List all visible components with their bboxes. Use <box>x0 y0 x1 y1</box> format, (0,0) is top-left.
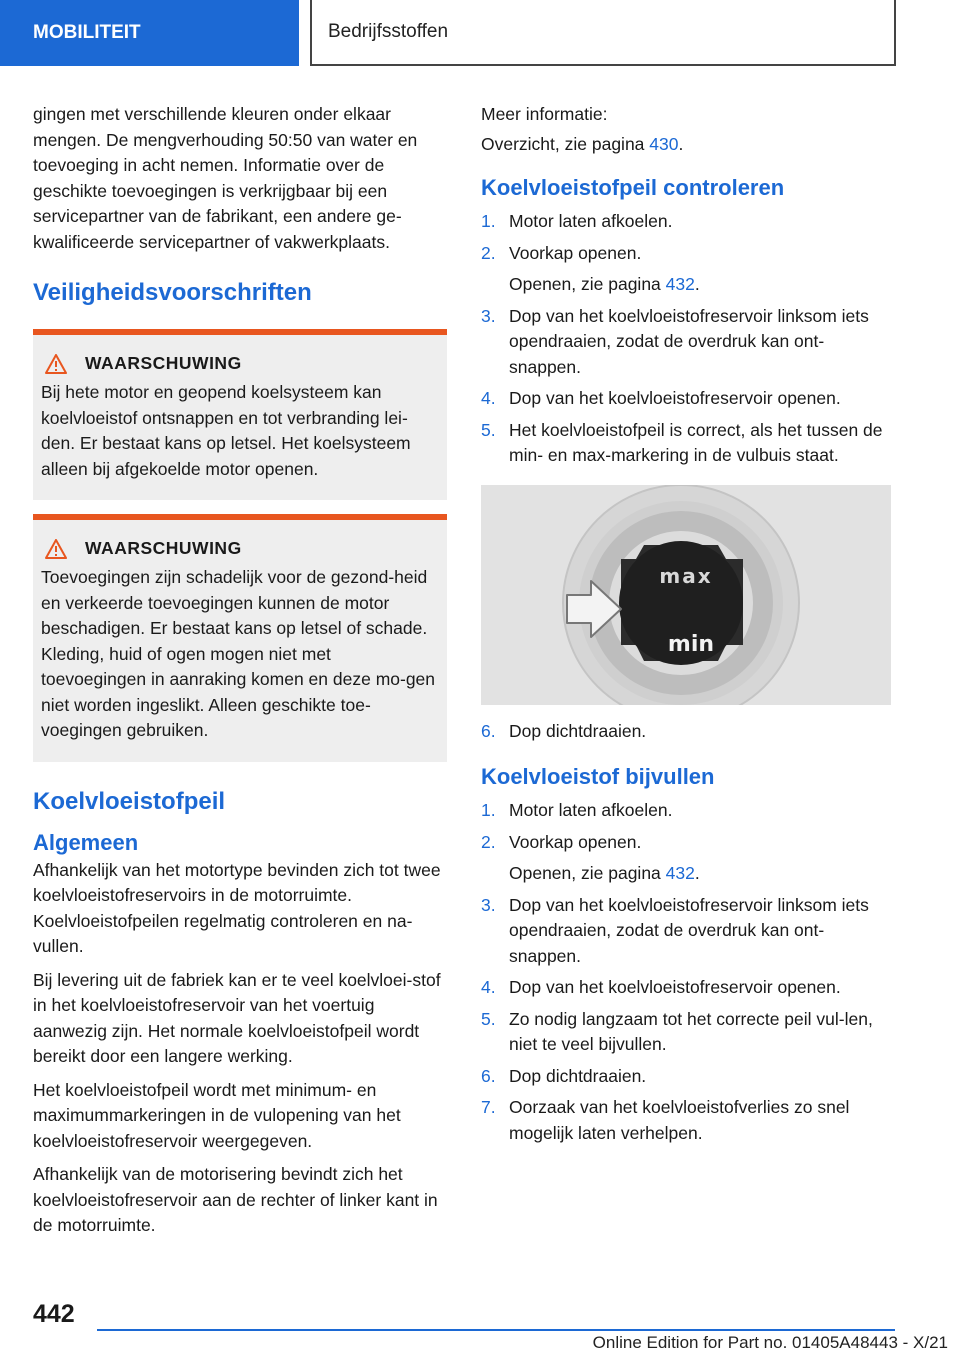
footer-divider <box>97 1329 895 1331</box>
list-item <box>481 1095 891 1146</box>
step-number: 1. <box>481 800 496 820</box>
list-item <box>481 1064 891 1090</box>
step-number: 6. <box>481 720 496 741</box>
warning-label: WAARSCHUWING <box>85 538 242 558</box>
reference-page-link[interactable]: 432 <box>665 863 695 883</box>
step-number: 7. <box>481 1097 496 1117</box>
list-item <box>481 386 891 412</box>
step-number: 5. <box>481 1008 496 1029</box>
step-reference <box>509 272 891 298</box>
step-number: 6. <box>481 1065 496 1086</box>
step-text: Dop van het koelvloeistofreservoir linksom iets opendraaien, zodat de overdruk kan ont‐snappen. <box>509 305 869 377</box>
step-text: Oorzaak van het koelvloeistofverlies zo snel mogelijk laten verhelpen. <box>509 1097 850 1143</box>
step-text: Motor laten afkoelen. <box>509 211 673 231</box>
check-level-heading: Koelvloeistofpeil controleren <box>481 175 785 200</box>
check-steps-list <box>481 209 891 469</box>
reference-suffix: . <box>694 274 700 294</box>
step-number: 3. <box>481 305 496 326</box>
warning-box <box>33 514 447 762</box>
warning-text: Toevoegingen zijn schadelijk voor de gezond‐heid en verkeerde toevoegingen kunnen de motor beschadigen. Er bestaat kans op letsel of schade. Kleding, huid of ogen mogen niet met toevoegingen in aanraking komen en deze mo‐gen niet worden ingeslikt. Alleen geschikte toe‐voegingen gebruiken. <box>41 567 436 740</box>
coolant-cap-illustration <box>481 485 891 705</box>
check-steps-list-continued <box>481 719 891 745</box>
step-number: 4. <box>481 977 496 997</box>
edition-note: Online Edition for Part no. 01405A48443 - X/21 <box>592 1333 948 1352</box>
step-number: 5. <box>481 419 496 440</box>
step-text: Dop van het koelvloeistofreservoir openen. <box>509 388 841 408</box>
body-paragraph: Het koelvloeistofpeil wordt met minimum- en maximummarkeringen in de vulopening van het koelvloeistofreservoir weergegeven. <box>33 1079 401 1151</box>
list-item <box>481 893 891 970</box>
intro-paragraph: gingen met verschillende kleuren onder elkaar mengen. De mengverhouding 50:50 van water en toevoeging in acht nemen. Informatie over de geschikte toevoegingen is verkrijgbaar bij een servicepartner van de fabrikant, een andere ge‐kwalificeerde servicepartner of vakwerkplaats. <box>33 104 418 252</box>
step-number: 2. <box>481 242 496 263</box>
step-text: Het koelvloeistofpeil is correct, als het tussen de min- en max-markering in de vulbuis staat. <box>509 419 883 465</box>
warning-label: WAARSCHUWING <box>85 353 242 373</box>
list-item <box>481 830 891 887</box>
refill-steps-list <box>481 798 891 1146</box>
warning-text: Bij hete motor en geopend koelsysteem kan koelvloeistof ontsnappen en tot verbranding lei‐den. Er bestaat kans op letsel. Het koelsysteem alleen bij afgekoelde motor openen. <box>41 382 411 479</box>
page-number: 442 <box>33 1300 75 1328</box>
reference-prefix: Openen, zie pagina <box>509 274 666 294</box>
reference-suffix: . <box>694 863 700 883</box>
step-text: Zo nodig langzaam tot het correcte peil vul‐len, niet te veel bijvullen. <box>509 1008 873 1054</box>
overview-suffix: . <box>678 133 684 154</box>
section-tab: MOBILITEIT <box>0 0 299 66</box>
general-heading: Algemeen <box>33 829 139 855</box>
list-item <box>481 209 891 235</box>
warning-triangle-icon <box>45 354 67 374</box>
list-item <box>481 719 891 745</box>
list-item <box>481 798 891 824</box>
chapter-title: Bedrijfsstoffen <box>310 0 896 66</box>
step-text: Dop dichtdraaien. <box>509 1065 647 1086</box>
warning-triangle-icon <box>45 539 67 559</box>
body-paragraph: Afhankelijk van het motortype bevinden zich tot twee koelvloeistofreservoirs in de motorruimte. Koelvloeistofpeilen regelmatig controleren en na‐vullen. <box>33 859 441 956</box>
reference-prefix: Openen, zie pagina <box>509 863 666 883</box>
refill-heading: Koelvloeistof bijvullen <box>481 764 715 789</box>
step-number: 2. <box>481 831 496 852</box>
more-info-label: Meer informatie: <box>481 104 608 124</box>
step-number: 3. <box>481 894 496 915</box>
max-mark-label: max <box>659 563 713 588</box>
min-mark-label: min <box>667 631 715 657</box>
list-item <box>481 975 891 1001</box>
step-text: Dop dichtdraaien. <box>509 720 647 741</box>
overview-reference <box>481 132 891 158</box>
body-paragraph: Bij levering uit de fabriek kan er te veel koelvloei‐stof in het koelvloeistofreservoir van het voertuig aanwezig zijn. Het normale koelvloeistofpeil wordt bereikt door een langere werking. <box>33 969 441 1066</box>
list-item <box>481 304 891 381</box>
overview-page-link[interactable]: 430 <box>649 133 679 154</box>
warning-box <box>33 329 447 500</box>
right-column <box>481 102 891 1152</box>
step-text: Voorkap openen. <box>509 831 642 852</box>
safety-heading: Veiligheidsvoorschriften <box>33 279 312 306</box>
reference-page-link[interactable]: 432 <box>665 274 695 294</box>
step-number: 4. <box>481 388 496 408</box>
step-reference <box>509 861 891 887</box>
list-item <box>481 1007 891 1058</box>
step-text: Dop van het koelvloeistofreservoir openen. <box>509 977 841 997</box>
body-paragraph: Afhankelijk van de motorisering bevindt zich het koelvloeistofreservoir aan de rechter of linker kant in de motorruimte. <box>33 1164 438 1235</box>
list-item <box>481 241 891 298</box>
warning-header <box>45 538 439 559</box>
coolant-level-heading: Koelvloeistofpeil <box>33 787 226 815</box>
step-text: Voorkap openen. <box>509 242 642 263</box>
left-column <box>33 102 447 1247</box>
warning-header <box>45 353 439 374</box>
step-text: Dop van het koelvloeistofreservoir linksom iets opendraaien, zodat de overdruk kan ont‐snappen. <box>509 894 869 966</box>
overview-prefix: Overzicht, zie pagina <box>481 133 650 154</box>
step-number: 1. <box>481 211 496 231</box>
coolant-cap-drawing <box>481 485 891 705</box>
list-item <box>481 418 891 469</box>
step-text: Motor laten afkoelen. <box>509 800 673 820</box>
